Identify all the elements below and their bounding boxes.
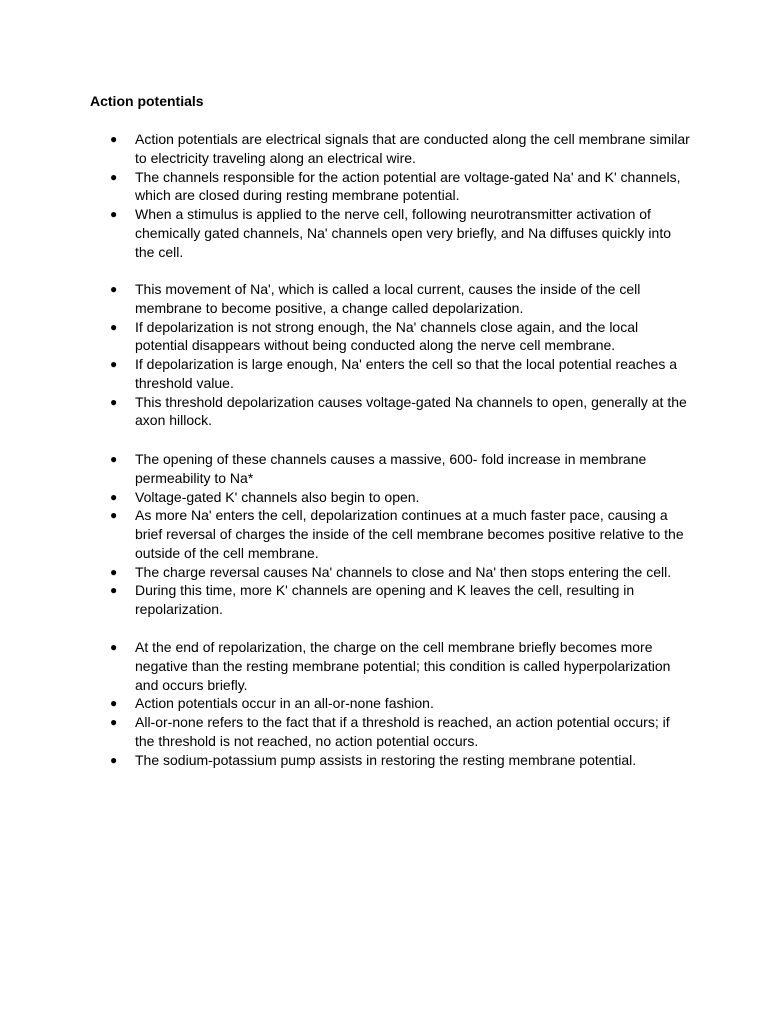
bullet-icon: ● <box>110 752 118 767</box>
list-item-text: The charge reversal causes Na' channels to close and Na' then stops entering the cell. <box>135 563 672 580</box>
list-item <box>110 713 690 751</box>
bullet-icon: ● <box>110 357 118 371</box>
list-item-text: Action potentials are electrical signals that are conducted along the cell membrane similar to electricity traveling along an electrical wire. <box>135 131 690 166</box>
list-item <box>110 205 690 261</box>
list-item <box>110 450 690 488</box>
bullet-group-1 <box>110 130 690 261</box>
list-item-text: As more Na' enters the cell, depolarization continues at a much faster pace, causing a brief reversal of charges the inside of the cell membrane becomes positive relative to the outside of the cell membrane. <box>135 507 684 561</box>
list-item <box>110 280 690 318</box>
list-item <box>110 355 690 393</box>
list-item <box>110 638 690 694</box>
list-item-text: If depolarization is not strong enough, the Na' channels close again, and the local potential disappears without being conducted along the nerve cell membrane. <box>135 318 639 354</box>
bullet-icon: ● <box>110 207 118 221</box>
list-item-text: This movement of Na', which is called a local current, causes the inside of the cell membrane to become positive, a change called depolarization. <box>135 281 641 316</box>
list-item-text: The channels responsible for the action potential are voltage-gated Na' and K' channels, which are closed during resting membrane potential. <box>135 168 681 204</box>
bullet-icon: ● <box>110 282 118 296</box>
list-item-text: At the end of repolarization, the charge on the cell membrane briefly becomes more negative than the resting membrane potential; this condition is called hyperpolarization and occurs briefly. <box>135 639 671 693</box>
list-item-text: The opening of these channels causes a massive, 600- fold increase in membrane permeability to Na* <box>135 451 647 486</box>
bullet-icon: ● <box>110 452 118 466</box>
list-item-text: All-or-none refers to the fact that if a threshold is reached, an action potential occurs; if the threshold is not reached, no action potential occurs. <box>135 714 670 749</box>
list-item <box>110 563 690 582</box>
list-item <box>110 168 690 206</box>
list-item-text: If depolarization is large enough, Na' enters the cell so that the local potential reaches a threshold value. <box>135 356 678 391</box>
list-item <box>110 581 690 619</box>
list-item <box>110 130 690 168</box>
bullet-icon: ● <box>110 640 118 654</box>
bullet-icon: ● <box>110 508 118 523</box>
list-item <box>110 393 690 431</box>
bullet-icon: ● <box>110 319 118 334</box>
bullet-group-4 <box>110 638 690 769</box>
list-item <box>110 318 690 356</box>
bullet-icon: ● <box>110 715 118 729</box>
list-item-text: Action potentials occur in an all-or-none fashion. <box>135 695 434 712</box>
list-item <box>110 506 690 562</box>
bullet-icon: ● <box>110 583 118 598</box>
list-item <box>110 751 690 770</box>
list-item-text: This threshold depolarization causes voltage-gated Na channels to open, generally at the axon hillock. <box>135 393 687 429</box>
bullet-icon: ● <box>110 564 118 579</box>
list-item-text: When a stimulus is applied to the nerve cell, following neurotransmitter activation of chemically gated channels, Na' channels open very briefly, and Na diffuses quickly into the cell. <box>135 206 672 260</box>
list-item-text: During this time, more K' channels are opening and K leaves the cell, resulting in repolarization. <box>135 582 635 617</box>
list-item <box>110 694 690 713</box>
bullet-icon: ● <box>110 394 118 409</box>
bullet-icon: ● <box>110 489 118 504</box>
list-item-text: The sodium-potassium pump assists in restoring the resting membrane potential. <box>135 751 637 768</box>
bullet-icon: ● <box>110 169 118 184</box>
document-title: Action potentials <box>90 93 204 109</box>
bullet-group-3 <box>110 450 690 619</box>
bullet-group-2 <box>110 280 690 430</box>
bullet-icon: ● <box>110 696 118 711</box>
bullet-icon: ● <box>110 132 118 146</box>
list-item <box>110 488 690 507</box>
list-item-text: Voltage-gated K' channels also begin to open. <box>135 488 420 505</box>
